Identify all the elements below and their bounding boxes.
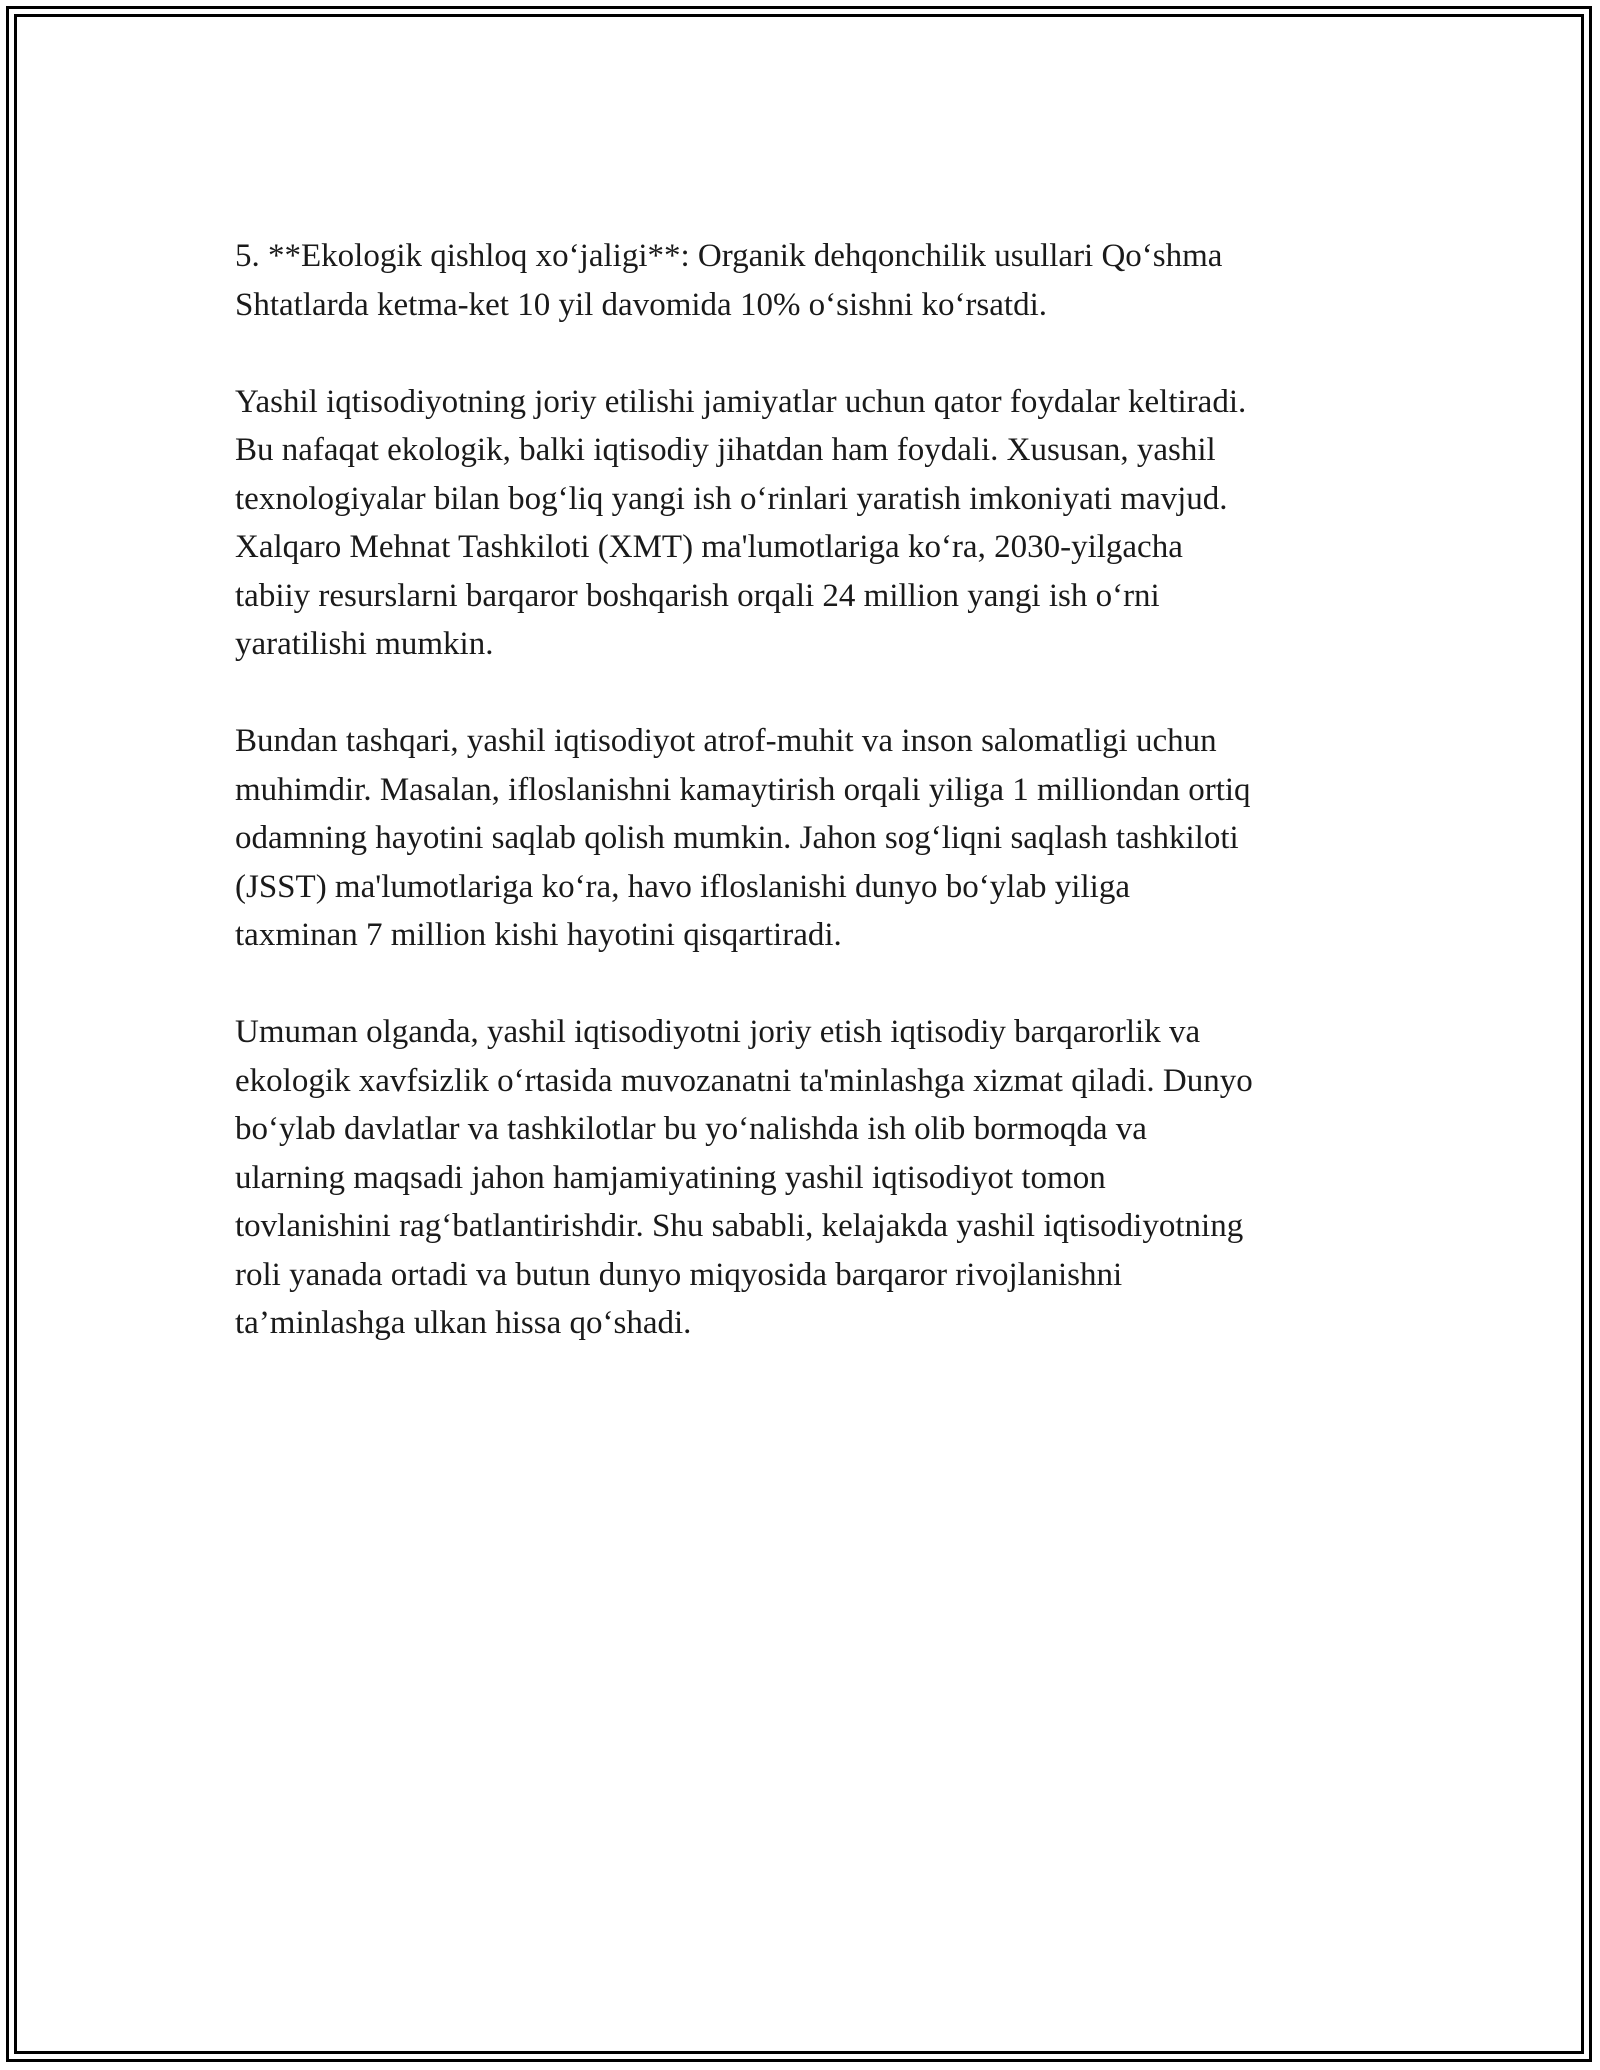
paragraph-organic-farming: 5. **Ekologik qishloq xo‘jaligi**: Organik dehqonchilik usullari Qo‘shma Shtatlarda ketma-ket 10 yil davomida 10% o‘sishni ko‘rsatdi.	[235, 238, 1223, 323]
paragraph-health-benefits: Bundan tashqari, yashil iqtisodiyot atrof-muhit va inson salomatligi uchun muhimdir. Masalan, ifloslanishni kamaytirish orqali yiliga 1 milliondan ortiq odamning hayotini saqlab qolish mumkin. Jahon sog‘liqni saqlash tashkiloti (JSST) ma'lumotlariga ko‘ra, havo ifloslanishi dunyo bo‘ylab yiliga taxminan 7 million kishi hayotini qisqartiradi.	[235, 723, 1251, 953]
document-body	[235, 232, 1385, 1396]
paragraph-conclusion: Umuman olganda, yashil iqtisodiyotni joriy etish iqtisodiy barqarorlik va ekologik xavfsizlik o‘rtasida muvozanatni ta'minlashga xizmat qiladi. Dunyo bo‘ylab davlatlar va tashkilotlar bu yo‘nalishda ish olib bormoqda va ularning maqsadi jahon hamjamiyatining yashil iqtisodiyot tomon tovlanishini rag‘batlantirishdir. Shu sababli, kelajakda yashil iqtisodiyotning roli yanada ortadi va butun dunyo miqyosida barqaror rivojlanishni ta’minlashga ulkan hissa qo‘shadi.	[235, 1014, 1253, 1341]
paragraph-green-jobs: Yashil iqtisodiyotning joriy etilishi jamiyatlar uchun qator foydalar keltiradi. Bu nafaqat ekologik, balki iqtisodiy jihatdan ham foydali. Xususan, yashil texnologiyalar bilan bog‘liq yangi ish o‘rinlari yaratish imkoniyati mavjud. Xalqaro Mehnat Tashkiloti (XMT) ma'lumotlariga ko‘ra, 2030-yilgacha tabiiy resurslarni barqaror boshqarish orqali 24 million yangi ish o‘rni yaratilishi mumkin.	[235, 383, 1247, 662]
